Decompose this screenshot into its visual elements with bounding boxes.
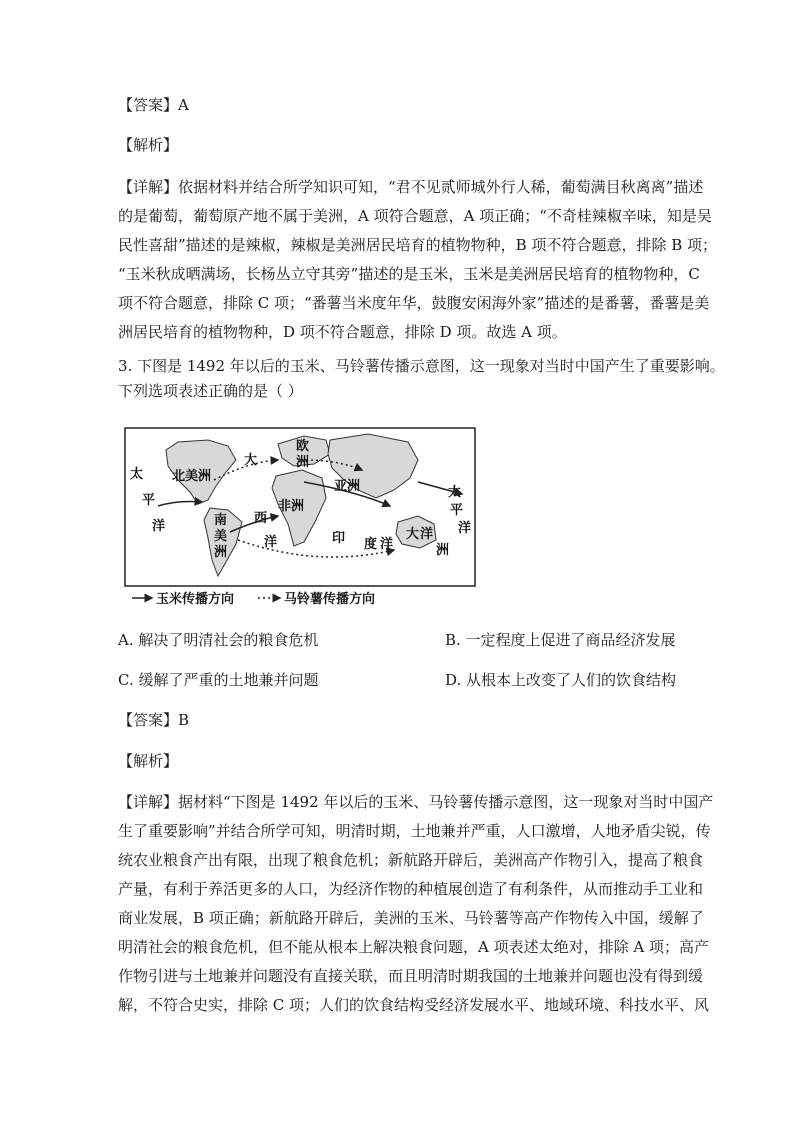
text-line: “玉米秋成晒满场，长杨丛立守其旁”描述的是玉米，玉米是美洲居民培育的植物物种，C — [118, 265, 700, 283]
text-line: 明清社会的粮食危机，但不能从根本上解决粮食问题，A 项表述太绝对，排除 A 项；高产 — [118, 938, 709, 956]
text-line: 民性喜甜”描述的是辣椒，辣椒是美洲居民培育的植物物种，B 项不符合题意，排除 B 项； — [118, 236, 718, 254]
map-label: 大 — [406, 527, 420, 542]
map-label: 西 — [254, 511, 268, 526]
map-label: 大 — [244, 453, 258, 468]
answer-label-1: 【答案】A — [118, 96, 189, 114]
map-label: 印 — [332, 531, 346, 546]
question-3-line-2: 下列选项表述正确的是（ ） — [118, 382, 303, 400]
map-label: 洲 — [296, 455, 310, 470]
map-label: 洋 — [264, 535, 278, 550]
text-line: 【详解】依据材料并结合所学知识可知，“君不见贰师城外行人稀，葡萄满目秋离离”描述 — [118, 178, 704, 196]
map-label: 洲 — [214, 545, 228, 560]
legend-potato-label: 马铃薯传播方向 — [284, 592, 376, 605]
map-label: 洲 — [436, 543, 450, 558]
world-map-figure — [118, 420, 480, 605]
map-label: 亚洲 — [334, 479, 361, 494]
map-label: 洋 — [420, 527, 434, 542]
legend-corn-label: 玉米传播方向 — [156, 592, 235, 605]
map-label: 洋 — [152, 519, 166, 534]
text-line: 解，不符合史实，排除 C 项；人们的饮食结构受经济发展水平、地域环境、科技水平、风 — [118, 996, 710, 1014]
map-label: 美 — [214, 529, 228, 544]
text-line: 作物引进与土地兼并问题没有直接关联，而且明清时期我国的土地兼并问题也没有得到缓 — [118, 967, 704, 985]
map-label: 度 — [364, 537, 378, 552]
text-line: 洲居民培育的植物物种，D 项不符合题意，排除 D 项。故选 A 项。 — [118, 323, 567, 341]
map-label: 太 — [130, 467, 144, 482]
map-label: 平 — [142, 493, 156, 508]
option-d: D. 从根本上改变了人们的饮食结构 — [445, 671, 677, 689]
map-label: 欧 — [296, 439, 310, 454]
map-label: 洋 — [458, 521, 472, 536]
map-label: 洋 — [380, 537, 394, 552]
detail-paragraph-1 — [118, 177, 718, 351]
detail-paragraph-2 — [118, 792, 714, 1024]
option-c: C. 缓解了严重的土地兼并问题 — [118, 671, 319, 689]
text-line: 产量，有利于养活更多的人口，为经济作物的种植展创造了有利条件，从而推动手工业和 — [118, 880, 704, 898]
map-label: 平 — [450, 503, 464, 518]
answer-label-2: 【答案】B — [118, 711, 190, 729]
text-line: 【详解】据材料“下图是 1492 年以后的玉米、马铃薯传播示意图，这一现象对当时中国产 — [118, 793, 714, 811]
map-label: 太 — [448, 485, 462, 500]
option-a: A. 解决了明清社会的粮食危机 — [118, 631, 319, 649]
text-line: 项不符合题意，排除 C 项；“番薯当米度年华，鼓腹安闲海外家”描述的是番薯，番薯是美 — [118, 294, 710, 312]
option-b: B. 一定程度上促进了商品经济发展 — [445, 631, 676, 649]
text-line: 商业发展，B 项正确；新航路开辟后，美洲的玉米、马铃薯等高产作物传入中国，缓解了 — [118, 909, 704, 927]
text-line: 生了重要影响”并结合所学可知，明清时期，土地兼并严重，人口激增，人地矛盾尖锐，传 — [118, 822, 711, 840]
text-line: 统农业粮食产出有限，出现了粮食危机；新航路开辟后，美洲高产作物引入，提高了粮食 — [118, 851, 704, 869]
map-label: 南 — [214, 513, 228, 528]
question-3-line-1: 3. 下图是 1492 年以后的玉米、马铃薯传播示意图，这一现象对当时中国产生了重要影响。 — [118, 357, 725, 375]
crop-spread-map — [118, 420, 480, 605]
map-label: 非洲 — [278, 499, 305, 514]
text-line: 的是葡萄，葡萄原产地不属于美洲，A 项符合题意，A 项正确；“不奇桂辣椒辛味，知是吴 — [118, 207, 712, 225]
analysis-label-2: 【解析】 — [118, 752, 179, 770]
map-label: 北美洲 — [172, 469, 212, 484]
analysis-label-1: 【解析】 — [118, 136, 179, 154]
